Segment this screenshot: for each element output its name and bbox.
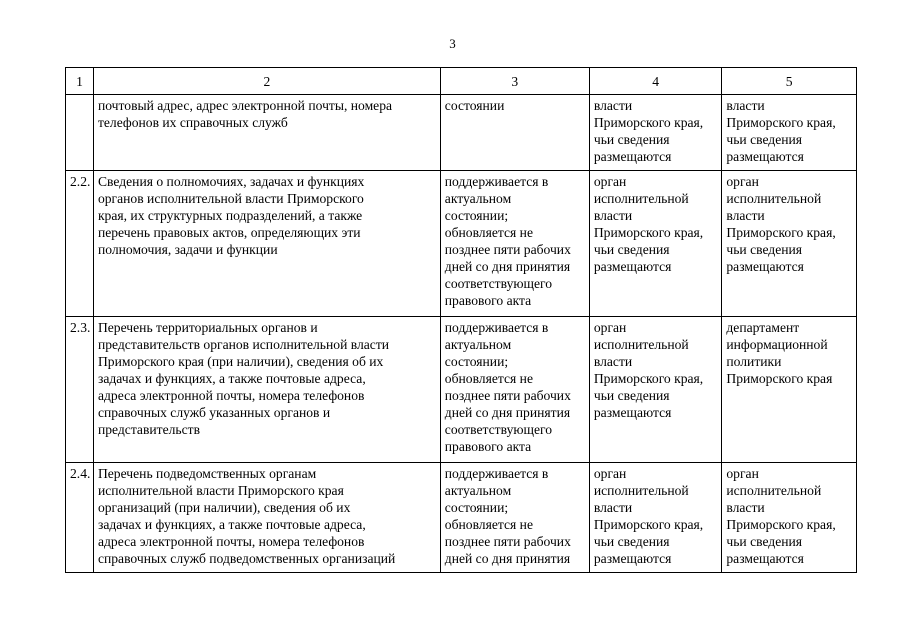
row-number: 2.2.: [70, 174, 91, 189]
frequency-cell: [440, 463, 589, 573]
responsible-text: орган исполнительной власти Приморского края, чьи сведения размещаются: [593, 466, 704, 566]
frequency-cell: [440, 317, 589, 463]
responsible-text: власти Приморского края, чьи сведения размещаются: [593, 98, 704, 164]
row-number-cell: [66, 463, 94, 573]
responsible-cell: [589, 95, 722, 171]
column-number-3: 3: [440, 68, 589, 95]
content-text: Перечень территориальных органов и представительств органов исполнительной власти Приморского края (при наличии), сведения об их задачах и функциях, а также почтовые адреса, адреса электронной почты, номера телефонов справочных служб указанных органов и представительств: [97, 320, 390, 437]
content-cell: [93, 463, 440, 573]
frequency-cell: [440, 95, 589, 171]
publisher-text: орган исполнительной власти Приморского края, чьи сведения размещаются: [726, 174, 836, 274]
responsible-cell: [589, 317, 722, 463]
responsible-cell: [589, 171, 722, 317]
frequency-cell: [440, 171, 589, 317]
table-row: [66, 317, 857, 463]
column-number-4: 4: [589, 68, 722, 95]
publisher-cell: [722, 317, 857, 463]
table-row: [66, 171, 857, 317]
content-text: Сведения о полномочиях, задачах и функциях органов исполнительной власти Приморского края, их структурных подразделений, а также перечень правовых актов, определяющих эти полномочия, задачи и функции: [97, 174, 365, 257]
content-cell: [93, 95, 440, 171]
document-table: [65, 67, 857, 573]
responsible-text: орган исполнительной власти Приморского края, чьи сведения размещаются: [593, 320, 704, 420]
content-text: почтовый адрес, адрес электронной почты, номера телефонов их справочных служб: [97, 98, 393, 130]
row-number: 2.4.: [70, 466, 91, 481]
row-number-cell: [66, 95, 94, 171]
column-number-1: 1: [66, 68, 94, 95]
row-number-cell: [66, 317, 94, 463]
publisher-text: орган исполнительной власти Приморского края, чьи сведения размещаются: [726, 466, 836, 566]
row-number-cell: [66, 171, 94, 317]
content-cell: [93, 317, 440, 463]
content-text: Перечень подведомственных органам исполнительной власти Приморского края организаций (при наличии), сведения об их задачах и функциях, а также почтовые адреса, адреса электронной почты, номера телефонов справочных служб подведомственных организаций: [97, 466, 396, 566]
frequency-text: поддерживается в актуальном состоянии; обновляется не позднее пяти рабочих дней со дня принятия соответствующего правового акта: [444, 174, 571, 308]
publisher-cell: [722, 463, 857, 573]
frequency-text: состоянии: [444, 98, 505, 113]
column-number-5: 5: [722, 68, 857, 95]
column-number-header-row: [66, 68, 857, 95]
publisher-cell: [722, 171, 857, 317]
frequency-text: поддерживается в актуальном состоянии; обновляется не позднее пяти рабочих дней со дня принятия: [444, 466, 571, 566]
publisher-text: департамент информационной политики Приморского края: [726, 320, 833, 386]
publisher-text: власти Приморского края, чьи сведения размещаются: [726, 98, 836, 164]
column-number-2: 2: [93, 68, 440, 95]
page-number: 3: [449, 36, 456, 51]
publisher-cell: [722, 95, 857, 171]
frequency-text: поддерживается в актуальном состоянии; обновляется не позднее пяти рабочих дней со дня принятия соответствующего правового акта: [444, 320, 571, 454]
table-row: [66, 95, 857, 171]
table-row: [66, 463, 857, 573]
responsible-text: орган исполнительной власти Приморского края, чьи сведения размещаются: [593, 174, 704, 274]
responsible-cell: [589, 463, 722, 573]
content-cell: [93, 171, 440, 317]
row-number: 2.3.: [70, 320, 91, 335]
